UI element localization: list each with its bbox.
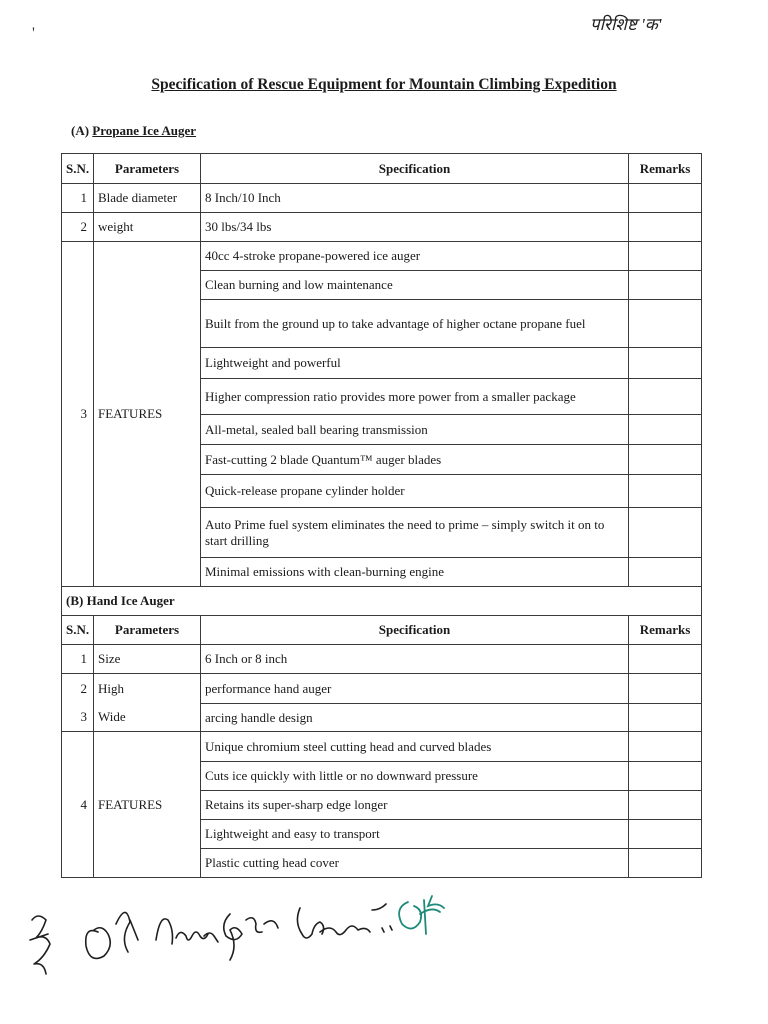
- cell-remarks: [629, 379, 702, 415]
- signature-1: [30, 916, 50, 974]
- cell-sn: 1: [62, 645, 94, 674]
- cell-remarks: [629, 762, 702, 791]
- cell-remarks: [629, 300, 702, 348]
- cell-features-label: FEATURES: [94, 242, 201, 587]
- cell-specification: performance hand auger: [201, 674, 629, 704]
- section-b-prefix: (B): [66, 593, 84, 608]
- column-header: Specification: [201, 616, 629, 645]
- cell-remarks: [629, 242, 702, 271]
- cell-remarks: [629, 508, 702, 558]
- signature-5: [297, 904, 392, 938]
- cell-remarks: [629, 445, 702, 475]
- signature-4: [224, 914, 278, 960]
- table-row: [62, 645, 702, 674]
- corner-mark: ': [32, 25, 35, 42]
- cell-feature: Retains its super-sharp edge longer: [201, 791, 629, 820]
- section-b-heading: [62, 587, 702, 616]
- column-header: S.N.: [62, 616, 94, 645]
- cell-features-label: FEATURES: [94, 732, 201, 878]
- signatures: [20, 880, 480, 990]
- cell-feature: Lightweight and easy to transport: [201, 820, 629, 849]
- table-row: [62, 704, 702, 732]
- cell-sn: 2: [62, 213, 94, 242]
- cell-remarks: [629, 704, 702, 732]
- cell-remarks: [629, 475, 702, 508]
- cell-specification: 6 Inch or 8 inch: [201, 645, 629, 674]
- cell-feature: Unique chromium steel cutting head and curved blades: [201, 732, 629, 762]
- signature-6: [399, 896, 444, 934]
- cell-parameter: Blade diameter: [94, 184, 201, 213]
- document-title: Specification of Rescue Equipment for Mountain Climbing Expedition: [151, 76, 617, 93]
- table-header-row: [62, 154, 702, 184]
- cell-remarks: [629, 791, 702, 820]
- cell-remarks: [629, 558, 702, 587]
- cell-feature: Quick-release propane cylinder holder: [201, 475, 629, 508]
- cell-feature: 40cc 4-stroke propane-powered ice auger: [201, 242, 629, 271]
- section-a-prefix: (A): [71, 123, 90, 138]
- section-a-heading: [71, 123, 196, 139]
- cell-specification: 30 lbs/34 lbs: [201, 213, 629, 242]
- column-header: Specification: [201, 154, 629, 184]
- cell-sn: 4: [62, 732, 94, 878]
- column-header: Remarks: [629, 616, 702, 645]
- signature-3: [156, 919, 218, 944]
- cell-feature: Clean burning and low maintenance: [201, 271, 629, 300]
- cell-remarks: [629, 213, 702, 242]
- cell-remarks: [629, 348, 702, 379]
- cell-sn: 2: [62, 674, 94, 704]
- cell-specification: arcing handle design: [201, 704, 629, 732]
- cell-parameter: High: [94, 674, 201, 704]
- table-row: [62, 732, 702, 762]
- cell-remarks: [629, 820, 702, 849]
- cell-specification: 8 Inch/10 Inch: [201, 184, 629, 213]
- section-a-name: Propane Ice Auger: [92, 123, 197, 138]
- cell-feature: Minimal emissions with clean-burning engine: [201, 558, 629, 587]
- signature-2: [86, 912, 138, 958]
- cell-remarks: [629, 271, 702, 300]
- cell-remarks: [629, 674, 702, 704]
- table-header-row: [62, 616, 702, 645]
- cell-sn: 3: [62, 704, 94, 732]
- cell-parameter: Size: [94, 645, 201, 674]
- cell-feature: Higher compression ratio provides more power from a smaller package: [201, 379, 629, 415]
- cell-feature: Plastic cutting head cover: [201, 849, 629, 878]
- cell-parameter: Wide: [94, 704, 201, 732]
- column-header: Parameters: [94, 154, 201, 184]
- column-header: S.N.: [62, 154, 94, 184]
- cell-remarks: [629, 415, 702, 445]
- cell-feature: Built from the ground up to take advantage of higher octane propane fuel: [201, 300, 629, 348]
- column-header: Remarks: [629, 154, 702, 184]
- annex-reference: परिशिष्ट 'क': [590, 15, 662, 34]
- section-b-heading-row: [62, 587, 702, 616]
- cell-feature: All-metal, sealed ball bearing transmission: [201, 415, 629, 445]
- table-row: [62, 213, 702, 242]
- cell-remarks: [629, 184, 702, 213]
- spec-table: [61, 153, 702, 878]
- cell-remarks: [629, 849, 702, 878]
- cell-remarks: [629, 732, 702, 762]
- section-b-name: Hand Ice Auger: [86, 593, 175, 608]
- cell-sn: 3: [62, 242, 94, 587]
- cell-feature: Auto Prime fuel system eliminates the need to prime – simply switch it on to start drilling: [201, 508, 629, 558]
- cell-remarks: [629, 645, 702, 674]
- table-row: [62, 674, 702, 704]
- column-header: Parameters: [94, 616, 201, 645]
- cell-feature: Fast-cutting 2 blade Quantum™ auger blades: [201, 445, 629, 475]
- cell-feature: Lightweight and powerful: [201, 348, 629, 379]
- table-row: [62, 242, 702, 271]
- cell-parameter: weight: [94, 213, 201, 242]
- cell-feature: Cuts ice quickly with little or no downward pressure: [201, 762, 629, 791]
- cell-sn: 1: [62, 184, 94, 213]
- table-row: [62, 184, 702, 213]
